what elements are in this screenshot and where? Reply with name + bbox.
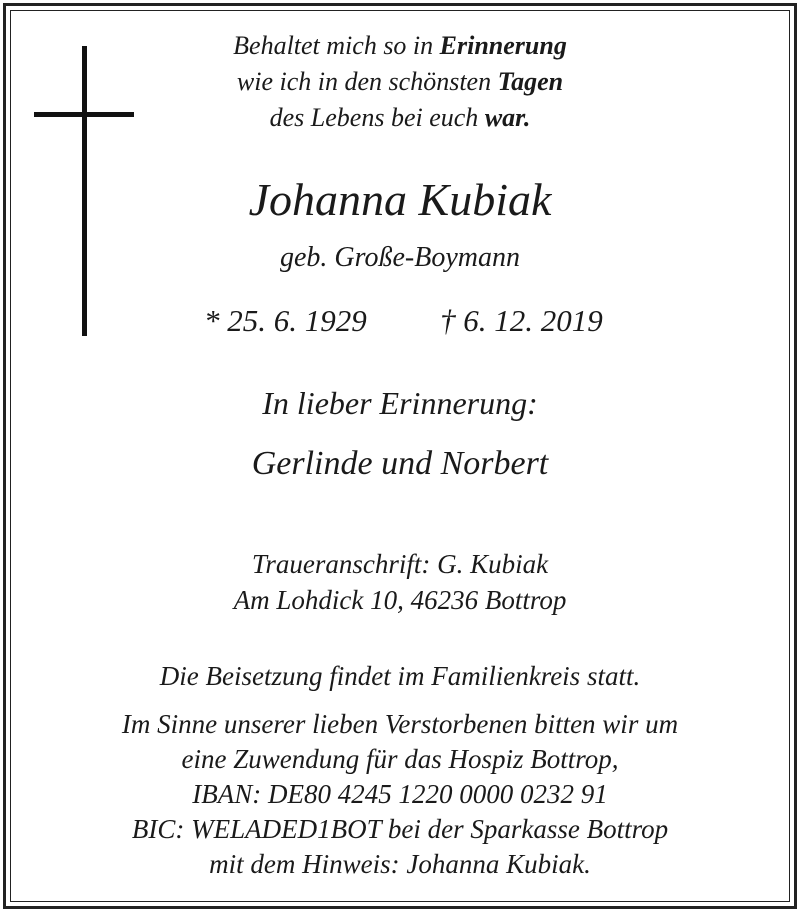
mourning-address-line-1: Traueranschrift: G. Kubiak	[251, 549, 549, 579]
bic-line: BIC: WELADED1BOT bei der Sparkasse Bottrop	[131, 814, 669, 844]
deceased-name: Johanna Kubiak	[248, 174, 552, 225]
death-date: † 6. 12. 2019	[440, 303, 603, 338]
burial-note: Die Beisetzung findet im Familienkreis statt.	[159, 661, 641, 691]
donation-line-2: eine Zuwendung für das Hospiz Bottrop,	[181, 744, 619, 774]
donation-line-1: Im Sinne unserer lieben Verstorbenen bitten wir um	[121, 709, 679, 739]
mourning-address-line-2: Am Lohdick 10, 46236 Bottrop	[233, 585, 567, 615]
memory-heading: In lieber Erinnerung:	[262, 385, 538, 421]
verse-line-1: Behaltet mich so in Erinnerung	[233, 31, 567, 60]
donation-reference: mit dem Hinweis: Johanna Kubiak.	[209, 849, 591, 879]
birth-date: * 25. 6. 1929	[204, 303, 367, 338]
verse-line-3: des Lebens bei euch war.	[269, 103, 531, 132]
birth-name: geb. Große-Boymann	[279, 242, 520, 273]
family-names: Gerlinde und Norbert	[251, 445, 549, 482]
iban-line: IBAN: DE80 4245 1220 0000 0232 91	[192, 779, 608, 809]
verse-line-2: wie ich in den schönsten Tagen	[236, 67, 564, 96]
